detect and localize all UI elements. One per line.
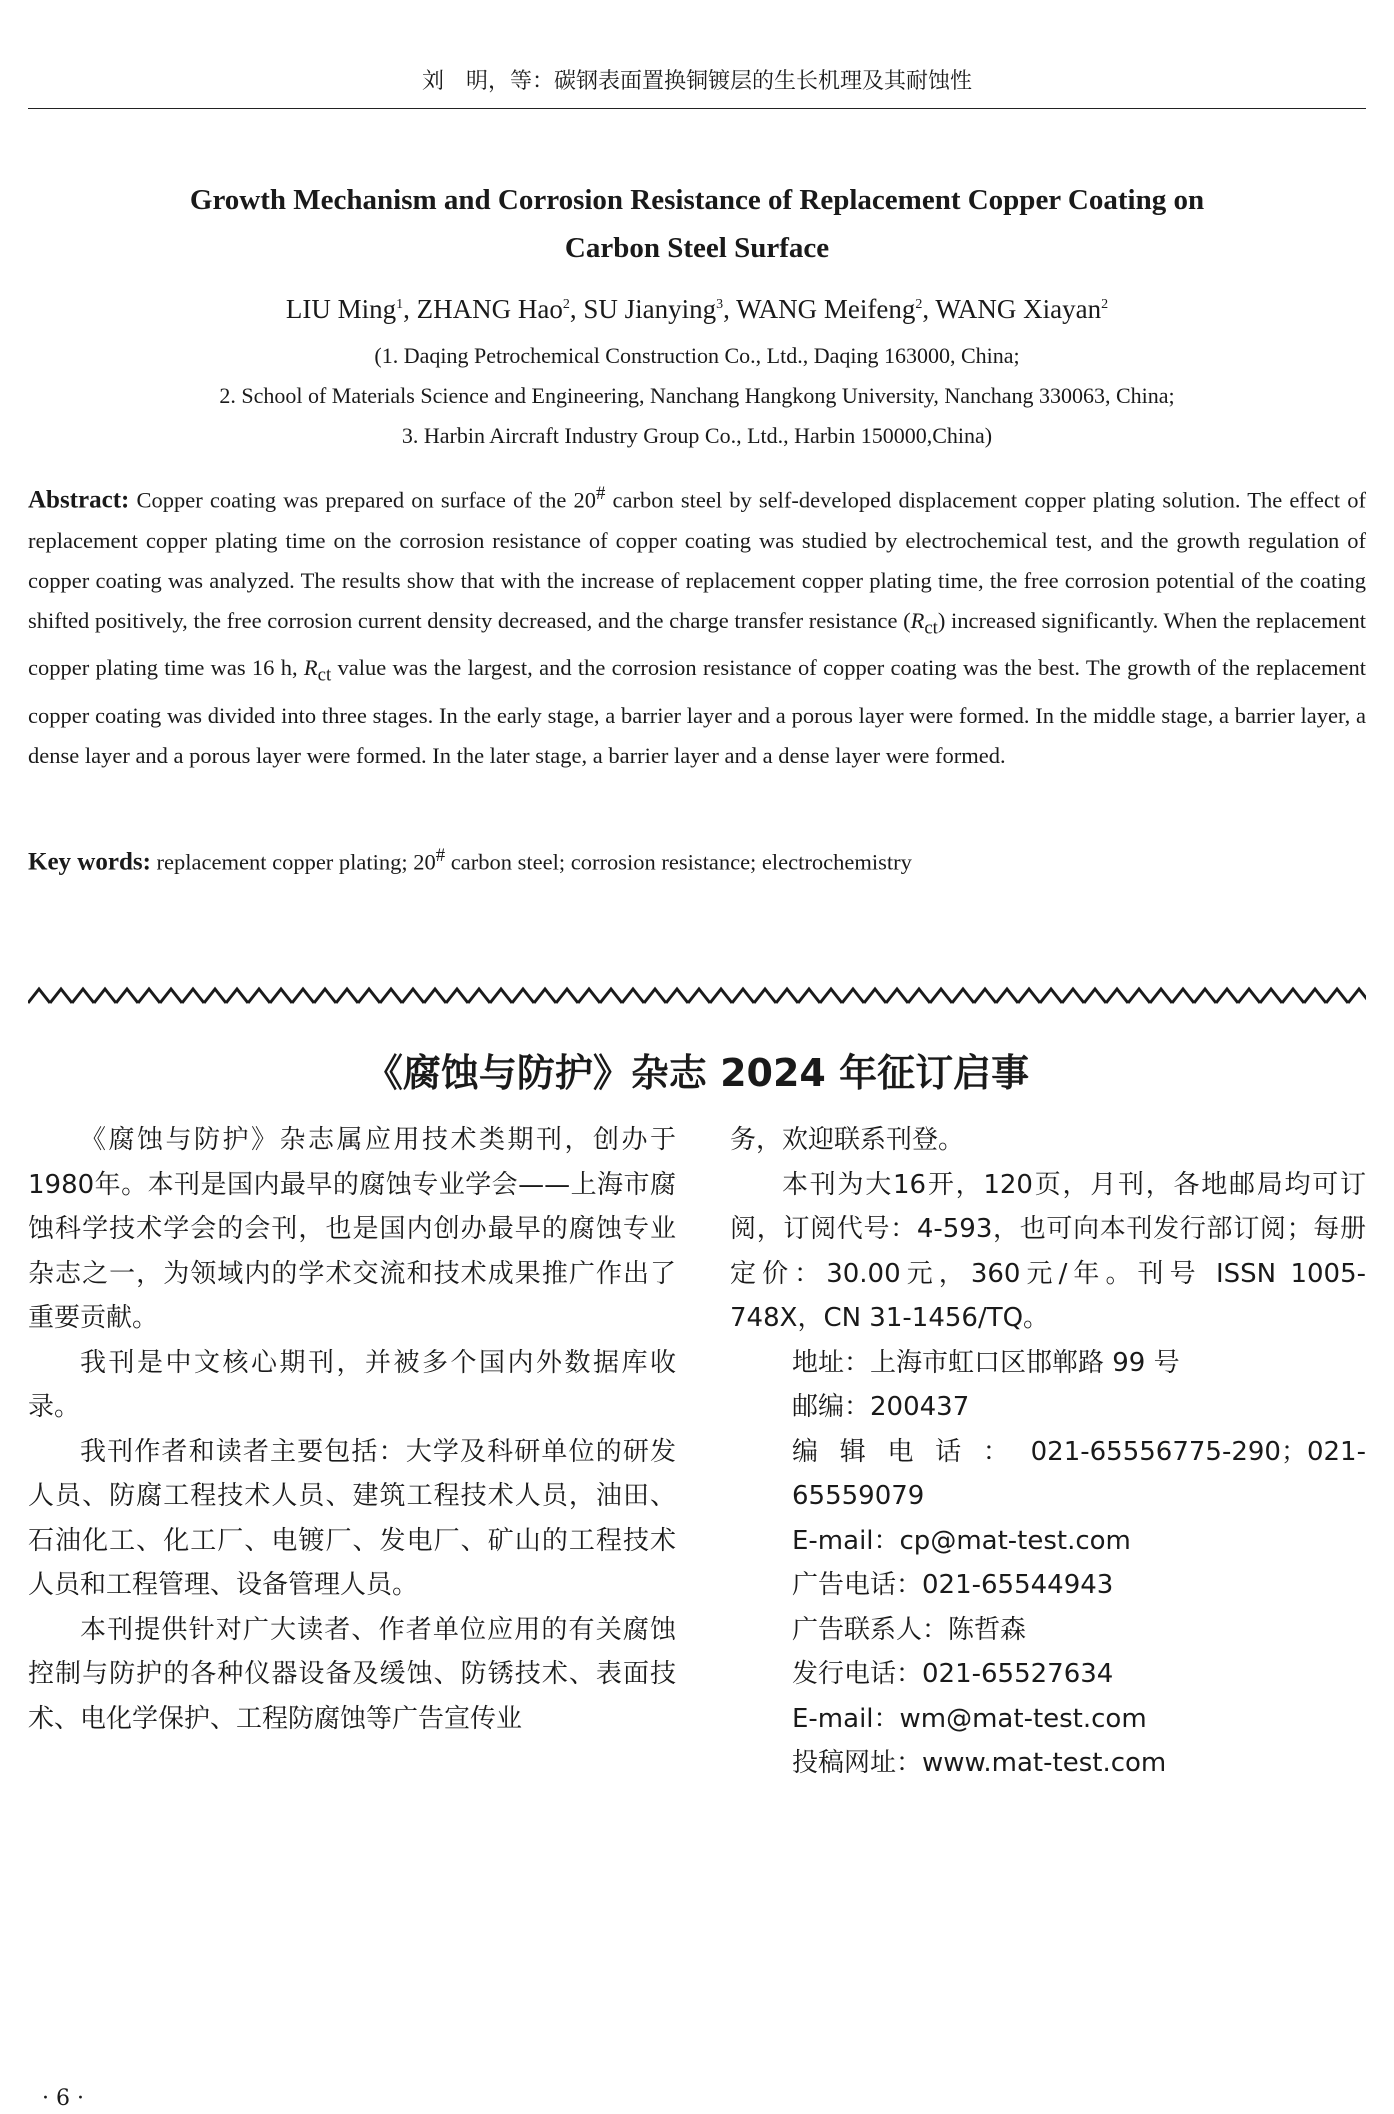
rct-subscript: ct	[924, 617, 938, 638]
contact-editor-phone: 编辑电话：021-65556775-290；021-65559079	[792, 1436, 1366, 1511]
abstract: Abstract: Copper coating was prepared on surface of the 20# carbon steel by self-developed displacement copper plating solution. The effect of replacement copper plating time on the corrosion resistance of copper coating was studied by electrochemical test, and the growth regulation of copper coating was analyzed. The results show that with the increase of replacement copper plating time, the free corrosion potential of the coating shifted positively, the free corrosion current density decreased, and the charge transfer resistance $(R_{ct})$ increased significantly. When the replacement copper plating time was 16 h, $R_{ct}$ value was the largest, and the corrosion resistance of copper coating was the best. The growth of the replacement copper coating was divided into three stages. In the early stage, a barrier layer and a porous layer were formed. In the middle stage, a barrier layer, a dense layer and a porous layer were formed. In the later stage, a barrier layer and a dense layer were formed.	[28, 483, 1366, 768]
contact-email: E-mail：wm@mat-test.com	[792, 1703, 1147, 1734]
notice-right-column	[730, 1118, 1366, 1786]
decorative-divider	[28, 985, 1366, 1009]
contact-distribution-phone: 发行电话：021-65527634	[792, 1659, 1114, 1689]
subscription-info: 本刊为大16开，120页，月刊，各地邮局均可订阅，订阅代号：4-593，也可向本刊发行部订阅；每册定价：30.00元，360元/年。刊号 ISSN 1005-748X，CN 31-1456/TQ。	[730, 1169, 1366, 1333]
running-head: 刘 明，等：碳钢表面置换铜镀层的生长机理及其耐蚀性	[28, 56, 1366, 109]
author-name: ZHANG Hao	[416, 294, 563, 324]
notice-left-column	[28, 1118, 676, 1741]
author-list: LIU Ming$^1$, ZHANG Hao$^2$, SU Jianying$^3$, WANG Meifeng$^2$, WANG Xiayan$^2$	[285, 294, 1109, 324]
notice-paragraph: 《腐蚀与防护》杂志属应用技术类期刊，创办于1980年。本刊是国内最早的腐蚀专业学会——上海市腐蚀科学技术学会的会刊，也是国内创办最早的腐蚀专业杂志之一，为领域内的学术交流和技术成果推广作出了重要贡献。	[28, 1125, 676, 1333]
keywords-text: replacement copper plating; 20	[156, 849, 436, 875]
contact-ad-person: 广告联系人：陈哲森	[792, 1614, 1027, 1645]
affiliation-2: 2. School of Materials Science and Engineering, Nanchang Hangkong University, Nanchang 330063, China;	[219, 383, 1175, 408]
author-affiliation-mark: 1	[396, 297, 404, 312]
notice-paragraph: 务，欢迎联系刊登。	[730, 1125, 965, 1155]
rct-subscript: ct	[317, 664, 332, 686]
affiliation-3: 3. Harbin Aircraft Industry Group Co., Ltd., Harbin 150000,China)	[401, 423, 993, 448]
notice-paragraph: 本刊提供针对广大读者、作者单位应用的有关腐蚀控制与防护的各种仪器设备及缓蚀、防锈技术、表面技术、电化学保护、工程防腐蚀等广告宣传业	[28, 1614, 676, 1734]
author-affiliation-mark: 2	[1101, 297, 1109, 312]
rct-symbol: R	[910, 607, 925, 633]
author-name: SU Jianying	[583, 294, 717, 324]
steel-grade-mark: #	[596, 483, 606, 504]
keywords: Key words: replacement copper plating; 20# carbon steel; corrosion resistance; electrochemistry	[28, 845, 912, 876]
article-title	[60, 176, 1334, 272]
abstract-label: Abstract	[28, 486, 122, 514]
author-affiliation-mark: 2	[562, 297, 570, 312]
abstract-text: Copper coating was prepared on surface of the 20	[136, 487, 596, 513]
notice-paragraph: 我刊是中文核心期刊，并被多个国内外数据库收录。	[28, 1347, 676, 1422]
contact-email: E-mail：cp@mat-test.com	[792, 1525, 1131, 1556]
author-name: LIU Ming	[285, 294, 397, 324]
contact-ad-phone: 广告电话：021-65544943	[792, 1570, 1114, 1600]
page-number: · 6 ·	[42, 2086, 84, 2111]
abstract-text: ) increased significantly. When the replacement copper plating time was 16 h,	[28, 607, 1366, 680]
abstract-text: carbon steel by self-developed displacement copper plating solution. The effect of replacement copper plating time on the corrosion resistance of copper coating was studied by electrochemical test, and the growth regulation of copper coating was analyzed. The results show that with the increase of replacement copper plating time, the free corrosion potential of the coating shifted positively, the free corrosion current density decreased, and the charge transfer resistance (	[28, 487, 1366, 633]
contact-postcode: 邮编：200437	[792, 1392, 970, 1422]
keywords-text: carbon steel; corrosion resistance; electrochemistry	[445, 849, 912, 875]
author-affiliation-mark: 3	[716, 297, 724, 312]
contact-address: 地址：上海市虹口区邯郸路 99 号	[792, 1347, 1180, 1378]
title-line-2: Carbon Steel Surface	[564, 232, 830, 264]
author-name: WANG Xiayan	[935, 294, 1102, 324]
keywords-label: Key words	[28, 848, 143, 876]
affiliation-1: (1. Daqing Petrochemical Construction Co., Ltd., Daqing 163000, China;	[374, 343, 1020, 368]
title-line-1: Growth Mechanism and Corrosion Resistance of Replacement Copper Coating on	[189, 184, 1205, 216]
rct-symbol: R	[303, 655, 318, 680]
notice-title: 《腐蚀与防护》杂志 2024 年征订启事	[364, 1051, 1030, 1095]
author-name: WANG Meifeng	[736, 294, 916, 324]
abstract-text: value was the largest, and the corrosion resistance of copper coating was the best. The growth of the replacement copper coating was divided into three stages. In the early stage, a barrier layer and a porous layer were formed. In the middle stage, a barrier layer, a dense layer and a porous layer were formed. In the later stage, a barrier layer and a dense layer were formed.	[28, 655, 1366, 768]
submission-url: 投稿网址：www.mat-test.com	[792, 1748, 1167, 1778]
notice-paragraph: 我刊作者和读者主要包括：大学及科研单位的研发人员、防腐工程技术人员、建筑工程技术人员，油田、石油化工、化工厂、电镀厂、发电厂、矿山的工程技术人员和工程管理、设备管理人员。	[28, 1436, 676, 1600]
author-affiliation-mark: 2	[915, 297, 923, 312]
steel-grade-mark: #	[435, 845, 446, 866]
